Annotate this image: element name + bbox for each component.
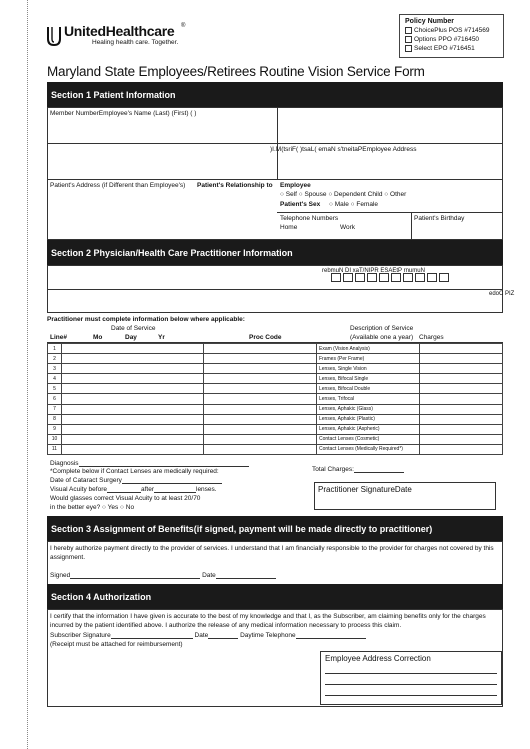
line-number: 8 — [48, 414, 62, 424]
member-number-label: Member NumberEmployee's Name (Last) (First) ( ) — [50, 110, 197, 117]
line-number: 9 — [48, 424, 62, 434]
table-row — [48, 374, 503, 384]
proc-code-cell[interactable] — [204, 374, 317, 384]
sex-options[interactable]: ○ Male ○ Female — [329, 201, 379, 208]
acuity-label: Visual Acuity before after lenses. — [50, 486, 217, 493]
table-row — [48, 364, 503, 374]
charge-cell[interactable] — [420, 394, 503, 404]
better-eye-question[interactable]: in the better eye? ○ Yes ○ No — [50, 504, 135, 511]
member-number-field[interactable] — [48, 118, 276, 142]
service-description: Lenses, Bifocal Single — [317, 374, 420, 384]
employee-name-field[interactable] — [278, 108, 502, 142]
service-description: Exam (Vision Analysis) — [317, 344, 420, 354]
work-label: Work — [340, 224, 356, 231]
table-row — [48, 434, 503, 444]
table-row — [48, 384, 503, 394]
service-description: Lenses, Bifocal Double — [317, 384, 420, 394]
line-number: 4 — [48, 374, 62, 384]
table-row — [48, 354, 503, 364]
page-title: Maryland State Employees/Retirees Routine Vision Service Form — [47, 64, 425, 79]
checkbox[interactable] — [405, 36, 412, 43]
address-correction-box[interactable] — [320, 651, 502, 705]
patient-address-label: Patient's Address (if Different than Employee's) — [50, 182, 186, 189]
col-day: Day — [125, 334, 137, 341]
charge-cell[interactable] — [420, 344, 503, 354]
assignment-text: I hereby authorize payment directly to the provider of services. I understand that I am financially responsible to the provider for charges not covered by this assignment. — [50, 545, 494, 561]
line-number: 5 — [48, 384, 62, 394]
date-cell[interactable] — [62, 364, 204, 374]
service-description: Lenses, Aphakic (Aspheric) — [317, 424, 420, 434]
charge-cell[interactable] — [420, 424, 503, 434]
service-description: Lenses, Aphakic (Plastic) — [317, 414, 420, 424]
tax-id-boxes[interactable] — [329, 269, 449, 287]
col-proc: Proc Code — [249, 334, 282, 341]
description-label: Description of Service — [350, 325, 414, 332]
line-number: 10 — [48, 434, 62, 444]
zip-label: edoC PIZ — [489, 291, 515, 297]
authorization-text: I certify that the information I have given is accurate to the best of my knowledge and that I, as the Subscriber, am claiming benefits only for the charges incurred by the patient identified above. I authorize the release of any medical information necessary to process this claim. — [50, 613, 486, 629]
section2-header: Section 2 Physician/Health Care Practitioner Information — [47, 240, 503, 265]
table-row — [48, 344, 503, 354]
proc-code-cell[interactable] — [204, 364, 317, 374]
col-line: Line# — [50, 334, 67, 341]
proc-code-cell[interactable] — [204, 394, 317, 404]
date-cell[interactable] — [62, 394, 204, 404]
available-label: (Available one a year) — [350, 334, 414, 341]
service-description: Contact Lenses (Medically Required*) — [317, 444, 420, 454]
proc-code-cell[interactable] — [204, 354, 317, 364]
policy-number-box — [399, 14, 504, 58]
logo-icon — [47, 25, 61, 47]
proc-code-cell[interactable] — [204, 424, 317, 434]
diagnosis-label: Diagnosis — [50, 460, 249, 467]
date-cell[interactable] — [62, 424, 204, 434]
date-cell[interactable] — [62, 414, 204, 424]
brand-name: UnitedHealthcare — [64, 23, 175, 39]
section4-header: Section 4 Authorization — [47, 584, 503, 609]
line-number: 11 — [48, 444, 62, 454]
date-cell[interactable] — [62, 374, 204, 384]
charge-cell[interactable] — [420, 354, 503, 364]
table-row — [48, 444, 503, 454]
line-number: 2 — [48, 354, 62, 364]
table-row — [48, 414, 503, 424]
glasses-question: Would glasses correct Visual Acuity to at least 20/70 — [50, 495, 201, 502]
charge-cell[interactable] — [420, 384, 503, 394]
col-yr: Yr — [158, 334, 165, 341]
checkbox[interactable] — [405, 27, 412, 34]
signature-box[interactable]: Practitioner SignatureDate — [314, 482, 496, 510]
service-description: Contact Lenses (Cosmetic) — [317, 434, 420, 444]
total-charges-label: Total Charges: — [312, 466, 404, 473]
charge-cell[interactable] — [420, 364, 503, 374]
checkbox[interactable] — [405, 45, 412, 52]
line-number: 1 — [48, 344, 62, 354]
charge-cell[interactable] — [420, 434, 503, 444]
service-table — [47, 343, 503, 455]
section1-header: Section 1 Patient Information — [47, 82, 503, 107]
charge-cell[interactable] — [420, 374, 503, 384]
service-description: Lenses, Single Vision — [317, 364, 420, 374]
employee-address-label: )I.M(tsriF( )tsaL( emaN s'tneitaPEmployee Address — [270, 146, 417, 153]
date-cell[interactable] — [62, 404, 204, 414]
contact-lens-note: *Complete below if Contact Lenses are medically required: — [50, 468, 219, 475]
receipt-note: (Receipt must be attached for reimbursement) — [50, 641, 183, 648]
home-label: Home — [280, 224, 298, 231]
policy-option[interactable]: Select EPO #716451 — [405, 44, 498, 53]
date-of-service-label: Date of Service — [111, 325, 156, 332]
brand-tagline: Healing health care. Together. — [92, 39, 179, 46]
line-number: 7 — [48, 404, 62, 414]
service-description: Frames (Per Frame) — [317, 354, 420, 364]
policy-option[interactable]: Options PPO #716450 — [405, 35, 498, 44]
charge-cell[interactable] — [420, 414, 503, 424]
employee-label: Employee — [280, 182, 311, 189]
line-number: 3 — [48, 364, 62, 374]
proc-code-cell[interactable] — [204, 384, 317, 394]
table-row — [48, 424, 503, 434]
charge-cell[interactable] — [420, 444, 503, 454]
address-correction-label: Employee Address Correction — [325, 654, 431, 663]
signed-line[interactable]: Signed Date — [50, 572, 276, 579]
perforation-line — [27, 0, 28, 749]
tax-id-label: rebmuN DI xaT/NIPR ESAEtP rnumuN — [322, 268, 425, 274]
relationship-options[interactable]: ○ Self ○ Spouse ○ Dependent Child ○ Other — [280, 191, 407, 198]
col-mo: Mo — [93, 334, 103, 341]
proc-code-cell[interactable] — [204, 344, 317, 354]
relationship-label: Patient's Relationship to — [197, 182, 273, 189]
practitioner-instruction: Practitioner must complete information below where applicable: — [47, 316, 245, 323]
service-description: Lenses, Aphakic (Glass) — [317, 404, 420, 414]
registered-mark: ® — [181, 23, 186, 29]
date-cell[interactable] — [62, 344, 204, 354]
proc-code-cell[interactable] — [204, 404, 317, 414]
section3-header: Section 3 Assignment of Benefits(if signed, payment will be made directly to practitioner) — [47, 516, 503, 541]
date-cell[interactable] — [62, 384, 204, 394]
birthday-label: Patient's Birthday — [414, 215, 465, 222]
table-row — [48, 404, 503, 414]
charge-cell[interactable] — [420, 404, 503, 414]
policy-option[interactable]: ChoicePlus POS #714569 — [405, 26, 498, 35]
policy-heading: Policy Number — [405, 18, 455, 25]
cataract-label: Date of Cataract Surgery — [50, 477, 222, 484]
date-cell[interactable] — [62, 354, 204, 364]
proc-code-cell[interactable] — [204, 434, 317, 444]
date-cell[interactable] — [62, 444, 204, 454]
sex-label: Patient's Sex — [280, 201, 321, 208]
proc-code-cell[interactable] — [204, 414, 317, 424]
proc-code-cell[interactable] — [204, 444, 317, 454]
subscriber-line[interactable]: Subscriber Signature Date Daytime Telephone — [50, 632, 366, 639]
line-number: 6 — [48, 394, 62, 404]
charges-label: Charges — [419, 334, 444, 341]
service-description: Lenses, Trifocal — [317, 394, 420, 404]
table-row — [48, 394, 503, 404]
telephone-label: Telephone Numbers — [280, 215, 339, 222]
date-cell[interactable] — [62, 434, 204, 444]
